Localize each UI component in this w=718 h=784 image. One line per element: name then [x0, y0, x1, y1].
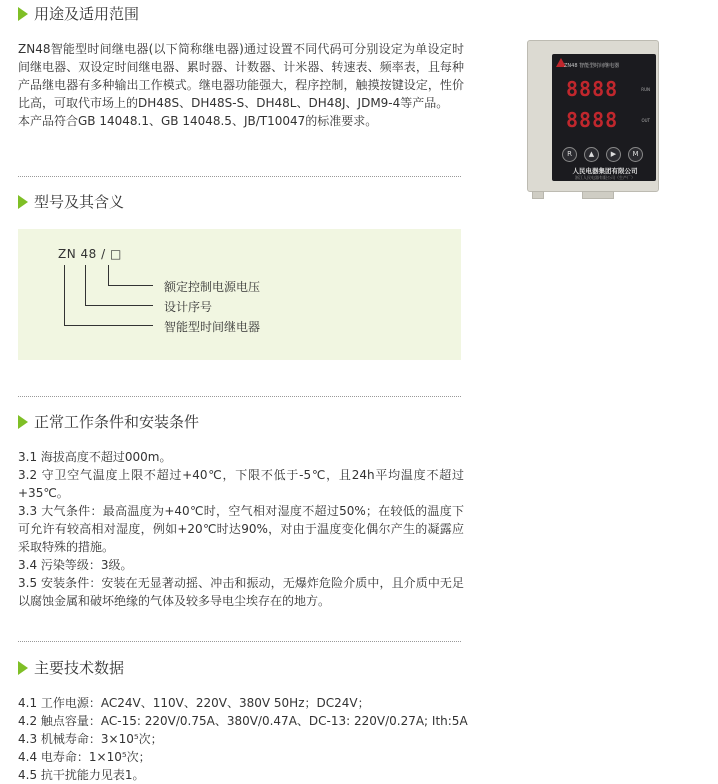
- led-display-upper: 8888: [566, 77, 619, 101]
- list-item: 3.5 安装条件：安装在无显著动摇、冲击和振动，无爆炸危险介质中，且介质中无足以腐蚀金属和破坏绝缘的气体及较多导电尘埃存在的地方。: [18, 576, 464, 608]
- list-item: 3.1 海拔高度不超过000m。: [18, 450, 172, 464]
- model-code: ZN 48 / □: [58, 247, 122, 261]
- out-indicator-label: OUT: [641, 118, 650, 123]
- usage-paragraph-1: ZN48智能型时间继电器(以下简称继电器)通过设置不同代码可分别设定为单设定时间继电器、双设定时间继电器、累时器、计数器、计米器、转速表、频率表，且每种产品继电器有多种输出工作模式。继电器功能强大，程序控制，触摸按键设定，性价比高，可取代市场上的DH48S、DH48S-S、DH48L、DH48J、JDM9-4等产品。: [18, 42, 464, 110]
- relay-housing: [527, 40, 659, 192]
- up-button-icon: ▲: [584, 147, 599, 162]
- section-title-model: 型号及其含义: [18, 190, 124, 214]
- section-title-conditions: 正常工作条件和安装条件: [18, 410, 199, 434]
- relay-front-panel: [552, 54, 656, 181]
- model-label-voltage: 额定控制电源电压: [164, 280, 261, 294]
- usage-paragraph-2: 本产品符合GB 14048.1、GB 14048.5、JB/T10047的标准要求。: [18, 114, 378, 128]
- shift-button-icon: ▶: [606, 147, 621, 162]
- list-item: 3.4 污染等级：3级。: [18, 558, 133, 572]
- reset-button-icon: R: [562, 147, 577, 162]
- conditions-list: [18, 448, 464, 610]
- triangle-bullet-icon: [18, 7, 28, 21]
- divider: [18, 176, 461, 177]
- section-title-tech: 主要技术数据: [18, 656, 124, 680]
- list-item: 4.1 工作电源：AC24V、110V、220V、380V 50Hz；DC24V；: [18, 696, 370, 710]
- list-item: 4.4 电寿命：1×10⁵次；: [18, 750, 151, 764]
- relay-product-image: [517, 40, 665, 198]
- led-display-lower: 8888: [566, 108, 619, 132]
- divider: [18, 396, 461, 397]
- divider: [18, 641, 461, 642]
- model-label-type: 智能型时间继电器: [164, 320, 261, 334]
- triangle-bullet-icon: [18, 195, 28, 209]
- run-indicator-label: RUN: [641, 87, 650, 92]
- model-diagram-panel: [18, 229, 461, 360]
- section-title-usage: 用途及适用范围: [18, 2, 139, 26]
- mode-button-icon: M: [628, 147, 643, 162]
- bottom-clip: [532, 191, 544, 199]
- triangle-bullet-icon: [18, 661, 28, 675]
- list-item: 3.2 守卫空气温度上限不超过+40℃，下限不低于-5℃，且24h平均温度不超过+35℃。: [18, 468, 464, 500]
- usage-text: [18, 40, 464, 130]
- device-maker-text: 浙江人民电器有限公司（生产厂）: [575, 175, 635, 180]
- list-item: 4.5 抗干扰能力见表1。: [18, 768, 145, 782]
- triangle-bullet-icon: [18, 415, 28, 429]
- list-item: 3.3 大气条件：最高温度为+40℃时，空气相对湿度不超过50%；在较低的温度下可允许有较高相对湿度，例如+20℃时达90%，对由于温度变化偶尔产生的凝露应采取特殊的措施。: [18, 504, 464, 554]
- model-label-design-no: 设计序号: [164, 300, 213, 314]
- leader-line: [64, 265, 153, 326]
- device-model-text: ZN48 智能型时间继电器: [564, 63, 620, 69]
- list-item: 4.3 机械寿命：3×10⁵次；: [18, 732, 163, 746]
- list-item: 4.2 触点容量：AC-15: 220V/0.75A、380V/0.47A、DC-13: 220V/0.27A; Ith:5A: [18, 714, 468, 728]
- device-brand-text: 人民电器集团有限公司: [572, 167, 638, 175]
- bottom-clip: [582, 191, 614, 199]
